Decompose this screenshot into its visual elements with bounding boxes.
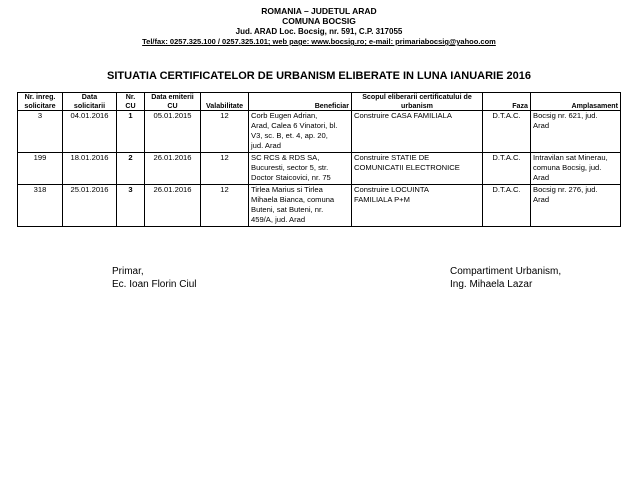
cell-amplasament: Bocsig nr. 276, jud. Arad [531, 185, 621, 227]
cell-nr-inreg: 318 [18, 185, 63, 227]
table-row [18, 185, 621, 227]
cell-beneficiar: Corb Eugen Adrian, Arad, Calea 6 Vinatori, bl. V3, sc. B, et. 4, ap. 20, jud. Arad [249, 111, 352, 153]
header-county: ROMANIA – JUDETUL ARAD [261, 6, 377, 16]
header-commune: COMUNA BOCSIG [282, 16, 356, 26]
header-faza: Faza [483, 93, 531, 111]
cell-amplasament: Bocsig nr. 621, jud. Arad [531, 111, 621, 153]
header-amplasament: Amplasament [531, 93, 621, 111]
cell-data-emiterii: 05.01.2015 [145, 111, 201, 153]
cell-faza: D.T.A.C. [483, 111, 531, 153]
cell-scopul: Construire LOCUINTA FAMILIALA P+M [352, 185, 483, 227]
cell-nr-inreg: 3 [18, 111, 63, 153]
cell-data-solicitarii: 04.01.2016 [63, 111, 117, 153]
cell-beneficiar: Tirlea Marius si Tirlea Mihaela Bianca, comuna Buteni, sat Buteni, nr. 459/A, jud. Arad [249, 185, 352, 227]
header-address: Jud. ARAD Loc. Bocsig, nr. 591, C.P. 317055 [235, 27, 403, 36]
header-contact: Tel/fax: 0257.325.100 / 0257.325.101; web page: www.bocsig.ro; e-mail: primariabocsig@yahoo.com [142, 37, 496, 46]
certificates-table [17, 92, 621, 227]
table-row [18, 153, 621, 185]
signature-urbanism-name: Ing. Mihaela Lazar [450, 278, 533, 290]
header-valabilitate: Valabilitate [201, 93, 249, 111]
cell-nr-cu: 1 [117, 111, 145, 153]
cell-nr-cu: 3 [117, 185, 145, 227]
cell-scopul: Construire STATIE DE COMUNICATII ELECTRONICE [352, 153, 483, 185]
header-beneficiar: Beneficiar [249, 93, 352, 111]
document-title: SITUATIA CERTIFICATELOR DE URBANISM ELIBERATE IN LUNA IANUARIE 2016 [107, 70, 531, 82]
cell-valabilitate: 12 [201, 111, 249, 153]
cell-faza: D.T.A.C. [483, 185, 531, 227]
cell-data-solicitarii: 18.01.2016 [63, 153, 117, 185]
header-nr-cu: Nr. CU [117, 93, 145, 111]
cell-valabilitate: 12 [201, 153, 249, 185]
cell-faza: D.T.A.C. [483, 153, 531, 185]
cell-nr-inreg: 199 [18, 153, 63, 185]
cell-data-solicitarii: 25.01.2016 [63, 185, 117, 227]
signature-mayor-role: Primar, [112, 266, 144, 277]
cell-beneficiar: SC RCS & RDS SA, Bucuresti, sector 5, str. Doctor Staicovici, nr. 75 [249, 153, 352, 185]
header-nr-inreg: Nr. inreg. solicitare [18, 93, 63, 111]
header-data-solicitarii: Data solicitarii [63, 93, 117, 111]
cell-data-emiterii: 26.01.2016 [145, 185, 201, 227]
header-data-emiterii: Data emiterii CU [145, 93, 201, 111]
table-row [18, 111, 621, 153]
cell-scopul: Construire CASA FAMILIALA [352, 111, 483, 153]
header-scopul: Scopul eliberarii certificatului de urbanism [352, 93, 483, 111]
signature-mayor [112, 266, 196, 291]
signature-mayor-name: Ec. Ioan Florin Ciul [112, 278, 197, 290]
cell-nr-cu: 2 [117, 153, 145, 185]
cell-valabilitate: 12 [201, 185, 249, 227]
cell-amplasament: Intravilan sat Minerau, comuna Bocsig, jud. Arad [531, 153, 621, 185]
table-header-row [18, 93, 621, 111]
signature-urbanism-role: Compartiment Urbanism, [450, 266, 562, 277]
signature-urbanism [450, 266, 561, 291]
cell-data-emiterii: 26.01.2016 [145, 153, 201, 185]
